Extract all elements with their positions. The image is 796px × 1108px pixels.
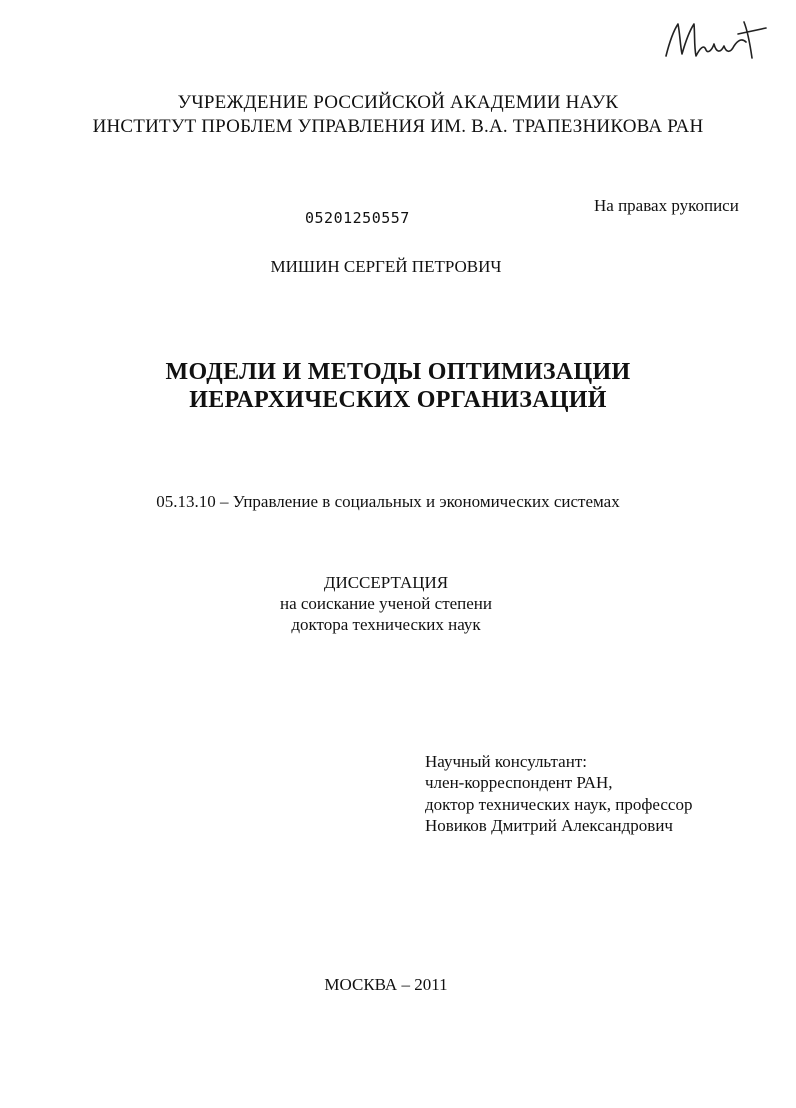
dissertation-title-line-1: МОДЕЛИ И МЕТОДЫ ОПТИМИЗАЦИИ: [165, 359, 631, 385]
city-year: МОСКВА – 2011: [324, 975, 448, 994]
dissertation-title-line-2: ИЕРАРХИЧЕСКИХ ОРГАНИЗАЦИЙ: [189, 387, 607, 413]
catalog-number: 05201250557: [305, 209, 410, 227]
specialty-code: 05.13.10 – Управление в социальных и экономических системах: [156, 492, 620, 511]
consultant-label: Научный консультант:: [425, 752, 587, 771]
author-name: МИШИН СЕРГЕЙ ПЕТРОВИЧ: [270, 257, 502, 276]
document-type: ДИССЕРТАЦИЯ: [323, 573, 449, 592]
consultant-title-1: член-корреспондент РАН,: [425, 773, 613, 792]
degree-line-2: на соискание ученой степени: [279, 594, 493, 613]
manuscript-note: На правах рукописи: [594, 196, 739, 215]
institution-line-1: УЧРЕЖДЕНИЕ РОССИЙСКОЙ АКАДЕМИИ НАУК: [177, 92, 619, 113]
consultant-name: Новиков Дмитрий Александрович: [425, 816, 673, 835]
handwritten-signature: [660, 10, 780, 70]
consultant-title-2: доктор технических наук, профессор: [425, 795, 693, 814]
degree-line-3: доктора технических наук: [291, 615, 481, 634]
institution-line-2: ИНСТИТУТ ПРОБЛЕМ УПРАВЛЕНИЯ ИМ. В.А. ТРАПЕЗНИКОВА РАН: [92, 116, 704, 137]
